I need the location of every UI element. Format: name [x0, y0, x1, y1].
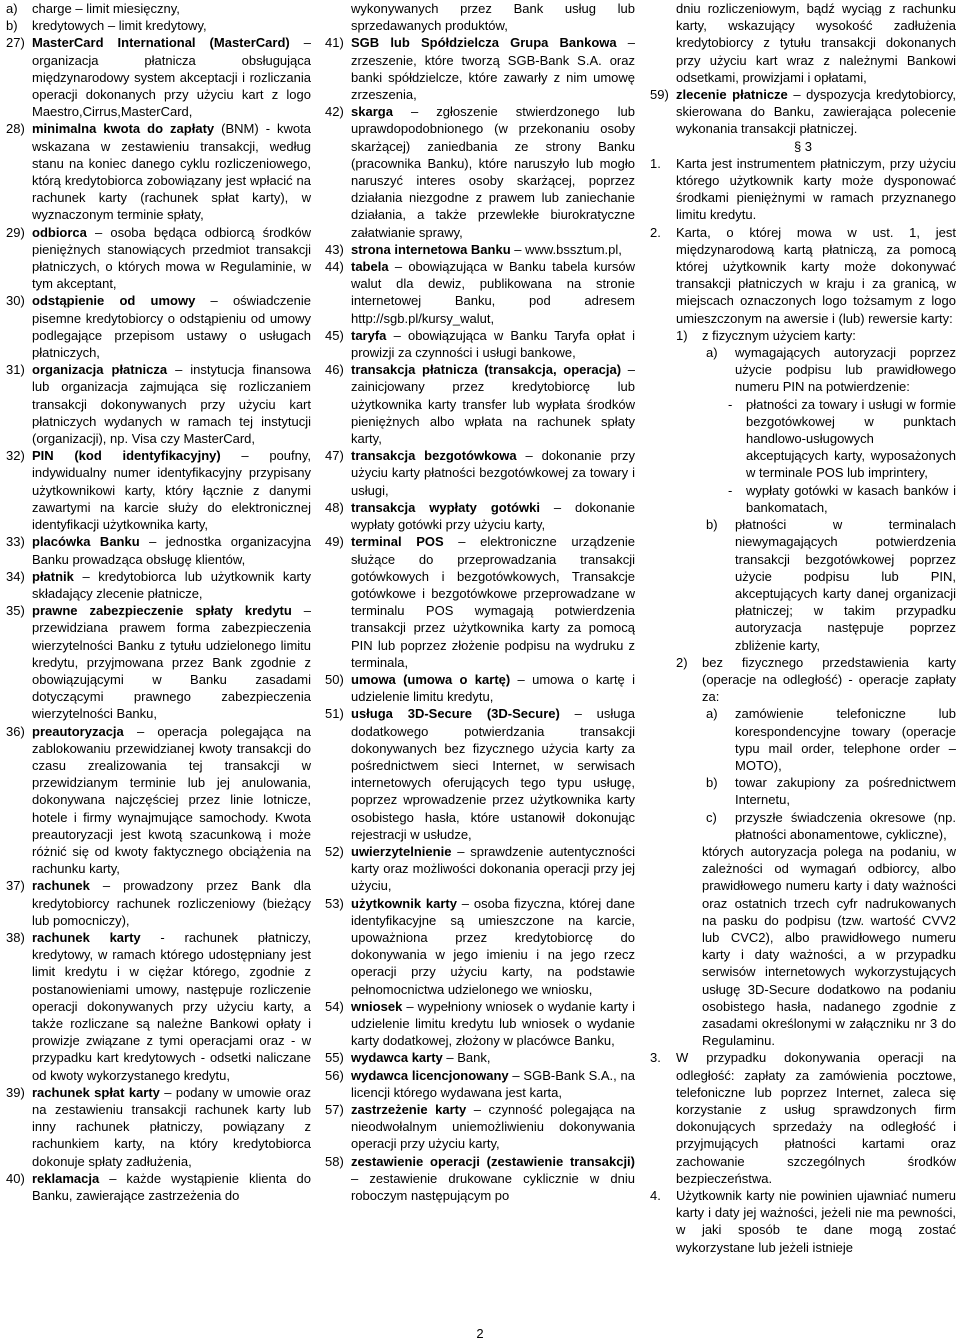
list-item: [325, 103, 635, 241]
defined-term: użytkownik karty: [351, 895, 457, 911]
list-item: [650, 516, 956, 654]
item-number: 31): [6, 362, 25, 378]
list-item: [325, 34, 635, 103]
list-item: [6, 533, 311, 567]
item-text: – zainicjowany przez kredytobiorcę lub użytkownika karty transfer lub wypłata środków pieniężnych albo wpłata na rachunek spłaty karty,: [351, 362, 635, 447]
list-item: [325, 0, 635, 34]
list-item: [6, 447, 311, 533]
item-number: 1.: [650, 155, 661, 171]
defined-term: transakcja płatnicza (transakcja, operacja): [351, 362, 622, 378]
item-number: a): [6, 1, 18, 16]
item-text: – organizacja płatnicza obsługująca międzynarodowy system akceptacji i rozliczania operacji dokonanych przy użyciu kart z logo Maestro,Cirrus,MasterCard,: [32, 35, 311, 120]
item-number: 54): [325, 998, 344, 1014]
defined-term: transakcja wypłaty gotówki: [351, 499, 540, 515]
list-item: [6, 17, 311, 34]
item-number: 32): [6, 448, 25, 464]
item-number: 49): [325, 534, 344, 550]
list-item: [650, 344, 956, 396]
defined-term: odbiorca: [32, 224, 87, 240]
list-item: [325, 327, 635, 361]
item-text: wymagających autoryzacji poprzez użycie podpisu lub prawidłowego numeru PIN na potwierdzenie:: [735, 345, 956, 395]
column-middle: [325, 0, 635, 1204]
list-item: [6, 34, 311, 120]
list-item: [325, 705, 635, 843]
list-item: [6, 877, 311, 929]
list-item: [6, 568, 311, 602]
item-number: 28): [6, 121, 25, 137]
item-text: wykonywanych przez Bank usług lub sprzedawanych produktów,: [351, 1, 635, 34]
list-item: [325, 499, 635, 533]
item-number: 59): [650, 87, 669, 103]
defined-term: wydawca karty: [351, 1050, 443, 1066]
item-number: 56): [325, 1067, 344, 1083]
item-number: b): [706, 775, 718, 791]
item-text: – zestawienie drukowane cyklicznie w dniu roboczym następującym po: [351, 1170, 635, 1204]
item-text: zamówienie telefoniczne lub korespondencyjne towary (operacje typu mail order, telephone order – MOTO),: [735, 706, 956, 773]
item-text: – poufny, indywidualny numer identyfikacyjny przypisany użytkownikowi karty, który łącznie z danymi zawartymi na karcie służy do elektronicznej identyfikacji użytkownika karty,: [32, 448, 311, 533]
list-item: [6, 292, 311, 361]
defined-term: skarga: [351, 104, 393, 120]
list-item: [650, 705, 956, 774]
item-number: 36): [6, 723, 25, 739]
item-text: których autoryzacja polega na podaniu, w zależności od wymagań odbiorcy, albo prawidłowego numeru karty i daty ważności oraz ostatnich trzech cyfr nadrukowanych na pasku do podpisu (tzw. wartość CVV2 lub CVC2), albo prawidłowego numeru karty i daty ważności, a w przypadku serwisów internetowych wykorzystujących usługę 3D-Secure dodatkowo na podaniu osobistego hasła, nadanego zgodnie z zasadami określonymi w załączniku nr 3 do Regulaminu.: [702, 843, 956, 1049]
item-text: – Bank,: [442, 1050, 491, 1066]
list-item: [650, 1049, 956, 1187]
defined-term: umowa (umowa o kartę): [351, 671, 511, 687]
list-item: [650, 1187, 956, 1256]
item-text: § 3: [793, 138, 813, 154]
item-text: – dokonanie przy użyciu karty płatności bezgotówkowej za towary i usługi,: [351, 448, 636, 498]
item-number: 52): [325, 843, 344, 859]
item-text: Użytkownik karty nie powinien ujawniać numeru karty i daty jej ważności, jeżeli nie ma pewności, w jaki sposób te dane mogą zostać wykorzystane lub jeżeli istnieje: [676, 1188, 956, 1255]
item-text: – obowiązująca w Banku tabela kursów walut dla dewiz, publikowana na stronie internetowej Banku, pod adresem http://sgb.pl/kursy_walut,: [351, 259, 635, 326]
item-text: – usługa dodatkowego potwierdzania transakcji dokonywanych bez fizycznego użycia karty za pośrednictwem sieci Internet, w serwisach internetowych oferujących tego typu usługę, poprzez wprowadzenie przez użytkownika karty osobistego hasła, które ustanowił dokonując rejestracji w usłudze,: [351, 706, 635, 842]
item-text: Karta jest instrumentem płatniczym, przy użyciu którego użytkownik karty może dysponować środkami pieniężnymi w ramach przyznanego limitu kredytu.: [676, 155, 956, 223]
item-text: – obowiązująca w Banku Taryfa opłat i prowizji za czynności i usługi bankowe,: [351, 327, 635, 361]
list-item: [325, 895, 635, 998]
item-number: 42): [325, 104, 344, 120]
column-left: [6, 0, 311, 1204]
item-number: 40): [6, 1170, 25, 1186]
defined-term: preautoryzacja: [32, 723, 124, 739]
list-item: [325, 998, 635, 1050]
item-text: – kredytobiorca lub użytkownik karty składający zlecenie płatnicze,: [32, 568, 311, 601]
list-item: [325, 843, 635, 895]
item-number: 44): [325, 259, 344, 275]
item-number: 27): [6, 35, 25, 51]
item-number: a): [706, 706, 718, 722]
item-text: – zrzeszenie, które tworzą SGB-Bank S.A. oraz banki spółdzielcze, które zawarły z nim umowę zrzeszenia,: [351, 35, 635, 103]
defined-term: zastrzeżenie karty: [351, 1102, 467, 1117]
item-number: 39): [6, 1084, 25, 1100]
list-item: [650, 843, 956, 1049]
defined-term: zlecenie płatnicze: [676, 87, 788, 103]
defined-term: placówka Banku: [32, 534, 140, 550]
item-number: 33): [6, 534, 25, 550]
item-text: – instytucja finansowa lub organizacja zajmująca się rozliczaniem transakcji dokonywanych przy użyciu kart płatniczych wydanych w ramach tej instytucji (organizacji), np. Visa czy MasterCard,: [32, 362, 311, 447]
item-text: (BNM) - kwota wskazana w zestawieniu transakcji, według stanu na koniec danego cyklu rozliczeniowego, którą kredytobiorca zobowiązany jest wpłacić na rachunek karty (rachunek spłat karty), w wyznaczonym terminie spłaty,: [32, 121, 311, 223]
list-item: [325, 241, 635, 258]
item-text: - rachunek płatniczy, kredytowy, w ramach którego udostępniany jest limit kredytu i w ciężar którego, zgodnie z postanowieniami umowy, następuje rozliczenie operacji dokonywanych przy użyciu karty, a także rozliczane są należne Bankowi opłaty i prowizje związane z tymi operacjami oraz - w przypadku kart kredytowych - odsetki naliczane od kwoty wykorzystanego kredytu,: [32, 929, 311, 1083]
item-number: 50): [325, 671, 344, 687]
item-number: 38): [6, 929, 25, 945]
list-item: [650, 86, 956, 138]
list-item: [325, 1101, 635, 1153]
item-number: 53): [325, 895, 344, 911]
list-item: [6, 1170, 311, 1204]
item-text: – osoba fizyczna, której dane identyfikacyjne są umieszczone na karcie, upoważniona przez kredytobiorcę do dokonywania w jego imieniu i na jego rzecz operacji przy użyciu karty, na podstawie pełnomocnictwa udzielonego we wniosku,: [351, 895, 635, 997]
item-text: – dyspozycja kredytobiorcy, skierowana do Banku, zawierająca polecenie wykonania transakcji płatniczej.: [676, 87, 956, 137]
item-text: – oświadczenie pisemne kredytobiorcy o odstąpieniu od umowy podlegające przepisom ustawy o usługach płatniczych,: [32, 293, 311, 361]
list-item: [6, 1084, 311, 1170]
item-text: – przewidziana prawem forma zabezpieczenia wierzytelności Banku z tytułu udzielonego limitu kredytu, przyjmowana przez Bank zgodnie z obowiązującymi w Banku zasadami dotyczącymi prawnego zabezpieczenia wierzytelności Banku,: [32, 603, 312, 722]
list-item: [6, 120, 311, 223]
list-item: [650, 396, 956, 482]
item-text: z fizycznym użyciem karty:: [702, 327, 856, 343]
defined-term: rachunek karty: [32, 929, 141, 945]
item-text: – każde wystąpienie klienta do Banku, zawierające zastrzeżenia do: [32, 1170, 311, 1204]
defined-term: strona internetowa Banku: [351, 241, 511, 257]
page-number: 2: [476, 1326, 484, 1341]
item-text: – dokonanie wypłaty gotówki przy użyciu karty,: [351, 499, 635, 533]
defined-term: organizacja płatnicza: [32, 362, 168, 378]
item-text: – umowa o kartę i udzielenie limitu kredytu,: [351, 671, 635, 705]
list-item: [650, 482, 956, 516]
list-item: [650, 155, 956, 224]
defined-term: PIN (kod identyfikacyjny): [32, 448, 221, 464]
defined-term: MasterCard International (MasterCard): [32, 35, 290, 51]
item-number: 48): [325, 499, 344, 515]
defined-term: odstąpienie od umowy: [32, 293, 196, 309]
item-text: – prowadzony przez Bank dla kredytobiorcy rachunek rozliczeniowy (bieżący lub pomocniczy),: [32, 878, 311, 928]
list-item: [650, 224, 956, 327]
item-number: 46): [325, 362, 344, 378]
defined-term: uwierzytelnienie: [351, 843, 452, 859]
item-number: 43): [325, 241, 344, 257]
item-text: – SGB-Bank S.A., na licencji którego wydawana jest karta,: [351, 1067, 635, 1100]
item-number: 4.: [650, 1188, 661, 1204]
list-item: [325, 533, 635, 671]
defined-term: reklamacja: [32, 1170, 100, 1186]
item-number: 41): [325, 35, 344, 51]
item-number: 35): [6, 603, 25, 619]
item-number: 30): [6, 293, 25, 309]
list-item: [650, 654, 956, 706]
defined-term: prawne zabezpieczenie spłaty kredytu: [32, 603, 292, 619]
item-number: -: [728, 396, 733, 412]
list-item: [650, 774, 956, 808]
list-item: [325, 258, 635, 327]
item-text: dniu rozliczeniowym, bądź wyciąg z rachunku karty, wskazujący wysokość zadłużenia kredytobiorcy z tytułu transakcji dokonanych przy użyciu kart wraz z należnymi Bankowi odsetkami, prowizjami i opłatami,: [676, 1, 956, 85]
list-item: [325, 671, 635, 705]
defined-term: usługa 3D-Secure (3D-Secure): [351, 706, 560, 722]
item-text: – jednostka organizacyjna Banku prowadząca obsługę klientów,: [32, 534, 311, 567]
list-item: [325, 361, 635, 447]
item-text: – elektroniczne urządzenie służące do przeprowadzania transakcji gotówkowych i bezgotówkowych, Transakcje gotówkowe i bezgotówkowe przeprowadzane w terminalu POS wymagają potwierdzenia transakcji przez użytkownika karty za pomocą PIN lub poprzez złożenie podpisu na wydruku z terminala,: [351, 534, 636, 670]
item-text: – www.bssztum.pl,: [510, 241, 622, 257]
defined-term: wydawca licencjonowany: [351, 1067, 509, 1083]
list-item: [325, 447, 635, 499]
defined-term: wniosek: [351, 998, 403, 1014]
list-item: [325, 1067, 635, 1101]
item-number: 57): [325, 1102, 344, 1117]
list-item: [650, 809, 956, 843]
item-number: 1): [676, 327, 688, 343]
item-text: kredytowych – limit kredytowy,: [32, 18, 207, 34]
item-number: 2): [676, 654, 688, 670]
item-number: b): [6, 18, 18, 34]
item-text: charge – limit miesięczny,: [32, 1, 180, 16]
list-item: [650, 138, 956, 155]
defined-term: minimalna kwota do zapłaty: [32, 121, 215, 137]
list-item: [6, 723, 311, 878]
item-number: 2.: [650, 224, 661, 240]
item-number: 45): [325, 327, 344, 343]
item-text: przyszłe świadczenia okresowe (np. płatności abonamentowe, cykliczne),: [735, 809, 956, 842]
item-number: 34): [6, 568, 25, 584]
list-item: [325, 1153, 635, 1205]
defined-term: tabela: [351, 259, 389, 275]
defined-term: transakcja bezgotówkowa: [351, 448, 517, 464]
column-right: [650, 0, 956, 1256]
item-text: – operacja polegająca na zablokowaniu przewidzianej kwoty transakcji do czasu zrealizowania tej transakcji w przewidzianym terminie lub jej anulowania, dokonywana najczęściej przez linie lotnicze, hotele i firmy wynajmujące samochody. Kwota preautoryzacji jest kwotą szacunkową i może różnić się od kwoty faktycznego obciążenia na rachunku karty,: [32, 723, 311, 877]
defined-term: SGB lub Spółdzielcza Grupa Bankowa: [351, 35, 617, 51]
item-text: Karta, o której mowa w ust. 1, jest międzynarodową kartą płatniczą, za pomocą której użytkownik karty może dokonywać transakcji płatniczych w kraju i za granicą, w miejscach oznaczonych logo tożsamym z logo umieszczonym na awersie i (lub) rewersie karty:: [676, 224, 956, 326]
defined-term: rachunek spłat karty: [32, 1084, 160, 1100]
list-item: [6, 0, 311, 17]
item-text: – czynność polegająca na nieodwołalnym uniemożliwieniu dokonywania operacji przy użyciu karty,: [351, 1102, 636, 1152]
item-text: – zgłoszenie stwierdzonego lub uprawdopodobnionego (w przekonaniu osoby skarżącej) zaniedbania ze strony Banku (pracownika Banku), które naruszyło lub mogło naruszyć interes osoby skarżącej, poprzez działania niezgodne z prawem lub zaniechanie działania, a także przewlekłe biurokratyczne załatwianie sprawy,: [351, 104, 635, 240]
item-number: c): [706, 809, 717, 825]
defined-term: terminal POS: [351, 534, 444, 550]
defined-term: rachunek: [32, 878, 90, 894]
item-number: 3.: [650, 1050, 661, 1066]
list-item: [325, 1049, 635, 1066]
list-item: [650, 327, 956, 344]
list-item: [6, 361, 311, 447]
item-text: – osoba będąca odbiorcą środków pieniężnych stanowiących przedmiot transakcji płatniczych, o których mowa w Regulaminie, w tym akceptant,: [32, 224, 311, 292]
item-text: – wypełniony wniosek o wydanie karty i udzielenie limitu kredytu lub wniosek o wydanie karty dodatkowej, złożony w placówce Banku,: [351, 998, 635, 1049]
item-text: – sprawdzenie autentyczności karty oraz możliwości dokonania operacji przy jej użyciu,: [351, 843, 635, 894]
item-number: 55): [325, 1050, 344, 1066]
item-text: W przypadku dokonywania operacji na odległość: zapłaty za zamówienia pocztowe, telefoniczne lub poprzez Internet, zaleca się korzystanie z usług sprawdzonych firm dokonujących sprzedaży na odległość i przyjmujących płatności kartami oraz zachowanie szczególnych środków bezpieczeństwa.: [676, 1050, 956, 1186]
item-number: 51): [325, 706, 344, 722]
list-item: [6, 224, 311, 293]
item-number: a): [706, 345, 718, 361]
item-number: -: [728, 482, 733, 498]
item-number: 47): [325, 448, 344, 464]
list-item: [6, 602, 311, 722]
item-text: towar zakupiony za pośrednictwem Internetu,: [735, 775, 956, 808]
item-number: b): [706, 517, 718, 533]
item-text: płatności za towary i usługi w formie bezgotówkowej w punktach handlowo-usługowych akceptujących karty, wyposażonych w terminale POS lub imprintery,: [746, 396, 956, 481]
defined-term: płatnik: [32, 568, 74, 584]
defined-term: zestawienie operacji (zestawienie transakcji): [351, 1153, 635, 1169]
list-item: [650, 0, 956, 86]
list-item: [6, 929, 311, 1084]
item-number: 29): [6, 224, 25, 240]
item-text: – podany w umowie oraz na zestawieniu transakcji rachunek karty lub inny rachunek płatniczy, powiązany z rachunkiem karty, na który kredytobiorca dokonuje spłaty zadłużenia,: [32, 1084, 311, 1169]
item-text: bez fizycznego przedstawienia karty (operacje na odległość) - operacje zapłaty za:: [702, 654, 956, 705]
item-number: 58): [325, 1153, 344, 1169]
item-number: 37): [6, 878, 25, 894]
defined-term: taryfa: [351, 327, 387, 343]
item-text: płatności w terminalach niewymagających potwierdzenia transakcji bezgotówkowej poprzez użycie podpisu lub PIN, akceptujących karty danej organizacji płatniczej; w takim przypadku autoryzacja następuje poprzez zbliżenie karty,: [735, 517, 956, 653]
item-text: wypłaty gotówki w kasach banków i bankomatach,: [746, 482, 956, 515]
